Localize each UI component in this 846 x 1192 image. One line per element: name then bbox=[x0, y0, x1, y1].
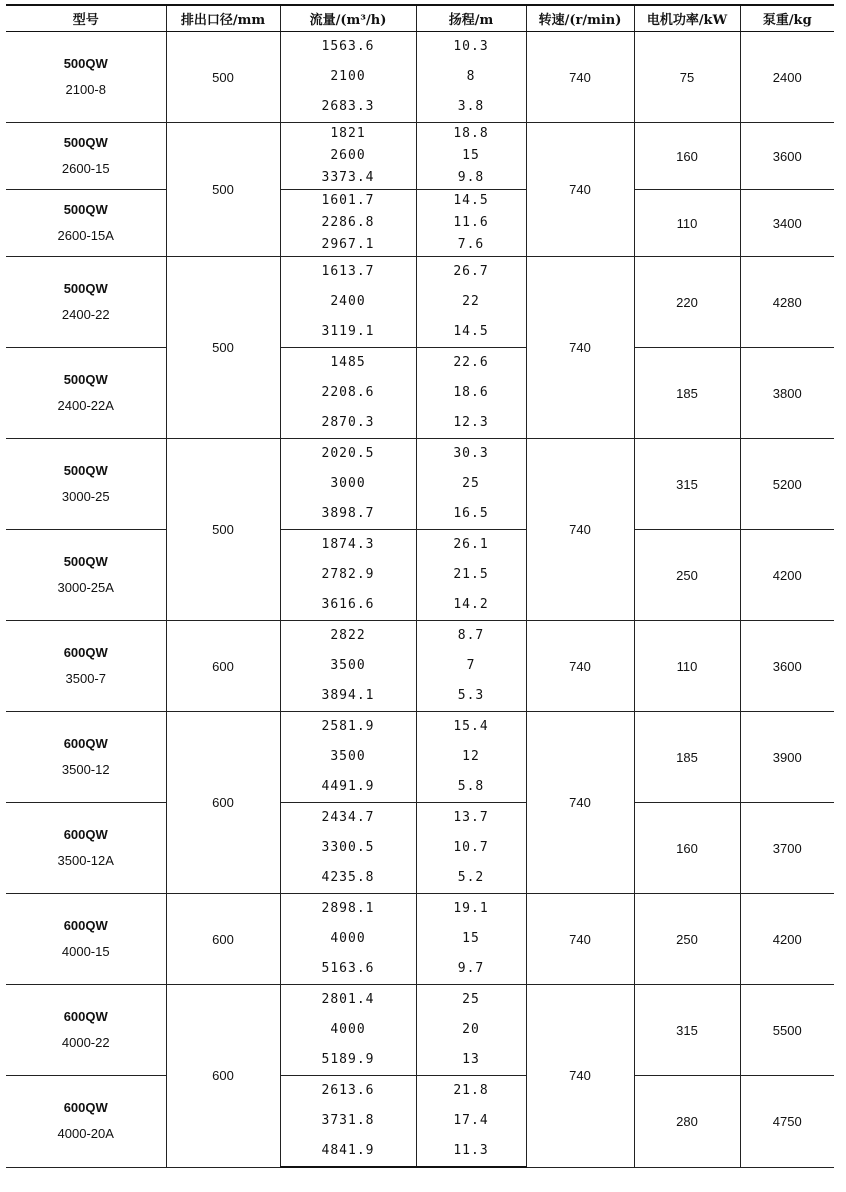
head-cell: 15.4 bbox=[416, 712, 526, 743]
head-cell: 14.5 bbox=[416, 317, 526, 348]
flow-cell: 3000 bbox=[280, 469, 416, 499]
flow-cell: 4235.8 bbox=[280, 863, 416, 894]
model-code: 3500-7 bbox=[65, 671, 106, 686]
head-cell: 17.4 bbox=[416, 1106, 526, 1136]
flow-cell: 1613.7 bbox=[280, 257, 416, 288]
model-code: 2600-15A bbox=[57, 228, 114, 243]
model-series: 600QW bbox=[63, 827, 108, 842]
model-series: 600QW bbox=[63, 1100, 108, 1116]
flow-cell: 4491.9 bbox=[280, 772, 416, 803]
model-code: 2100-8 bbox=[65, 82, 106, 97]
head-cell: 30.3 bbox=[416, 439, 526, 470]
table-row bbox=[6, 985, 834, 1016]
flow-cell: 1601.7 bbox=[280, 190, 416, 213]
model-series: 500QW bbox=[63, 135, 108, 150]
header-outlet: 排出口径/mm bbox=[166, 5, 280, 32]
table-row bbox=[6, 894, 834, 925]
power-cell: 110 bbox=[634, 190, 740, 257]
header-row bbox=[6, 5, 834, 32]
outlet-cell: 600 bbox=[166, 621, 280, 712]
model-code: 2400-22 bbox=[61, 307, 110, 322]
model-cell bbox=[6, 894, 166, 985]
model-series: 500QW bbox=[63, 56, 108, 71]
model-series: 500QW bbox=[63, 463, 108, 478]
header-power: 电机功率/kW bbox=[634, 5, 740, 32]
model-code: 3000-25A bbox=[57, 580, 114, 595]
speed-cell: 740 bbox=[526, 621, 634, 712]
model-cell bbox=[6, 530, 166, 621]
model-series: 500QW bbox=[63, 202, 108, 217]
head-cell: 21.8 bbox=[416, 1076, 526, 1107]
speed-cell: 740 bbox=[526, 257, 634, 439]
speed-cell: 740 bbox=[526, 894, 634, 985]
model-code: 2400-22A bbox=[57, 398, 114, 413]
head-cell: 10.7 bbox=[416, 833, 526, 863]
pump-spec-table-container bbox=[6, 4, 834, 1168]
outlet-cell: 500 bbox=[166, 257, 280, 439]
table-row bbox=[6, 803, 834, 834]
head-cell: 26.1 bbox=[416, 530, 526, 561]
weight-cell: 3400 bbox=[740, 190, 834, 257]
weight-cell: 4200 bbox=[740, 530, 834, 621]
flow-cell: 3894.1 bbox=[280, 681, 416, 712]
model-cell bbox=[6, 190, 166, 257]
flow-cell: 2801.4 bbox=[280, 985, 416, 1016]
weight-cell: 3700 bbox=[740, 803, 834, 894]
header-flow: 流量/(m³/h) bbox=[280, 5, 416, 32]
flow-cell: 3616.6 bbox=[280, 590, 416, 621]
head-cell: 12 bbox=[416, 742, 526, 772]
head-cell: 19.1 bbox=[416, 894, 526, 925]
weight-cell: 3900 bbox=[740, 712, 834, 803]
outlet-cell: 600 bbox=[166, 712, 280, 894]
header-weight: 泵重/kg bbox=[740, 5, 834, 32]
head-cell: 11.6 bbox=[416, 212, 526, 234]
head-cell: 5.3 bbox=[416, 681, 526, 712]
head-cell: 26.7 bbox=[416, 257, 526, 288]
head-cell: 13 bbox=[416, 1045, 526, 1076]
head-cell: 22.6 bbox=[416, 348, 526, 379]
weight-cell: 3600 bbox=[740, 621, 834, 712]
power-cell: 160 bbox=[634, 803, 740, 894]
head-cell: 14.5 bbox=[416, 190, 526, 213]
head-cell: 22 bbox=[416, 287, 526, 317]
flow-cell: 2822 bbox=[280, 621, 416, 652]
pump-spec-table bbox=[6, 4, 834, 1168]
head-cell: 15 bbox=[416, 924, 526, 954]
speed-cell: 740 bbox=[526, 985, 634, 1168]
flow-cell: 3731.8 bbox=[280, 1106, 416, 1136]
head-cell: 12.3 bbox=[416, 408, 526, 439]
header-speed: 转速/(r/min) bbox=[526, 5, 634, 32]
head-cell: 25 bbox=[416, 469, 526, 499]
table-row bbox=[6, 190, 834, 213]
weight-cell: 3600 bbox=[740, 123, 834, 190]
head-cell: 25 bbox=[416, 985, 526, 1016]
speed-cell: 740 bbox=[526, 123, 634, 257]
outlet-cell: 500 bbox=[166, 32, 280, 123]
head-cell: 5.2 bbox=[416, 863, 526, 894]
head-cell: 5.8 bbox=[416, 772, 526, 803]
model-code: 3500-12A bbox=[57, 853, 114, 868]
model-series: 600QW bbox=[63, 736, 108, 751]
model-cell bbox=[6, 439, 166, 530]
flow-cell: 3373.4 bbox=[280, 167, 416, 190]
outlet-cell: 500 bbox=[166, 123, 280, 257]
flow-cell: 2434.7 bbox=[280, 803, 416, 834]
table-row bbox=[6, 348, 834, 379]
head-cell: 14.2 bbox=[416, 590, 526, 621]
weight-cell: 4280 bbox=[740, 257, 834, 348]
model-cell bbox=[6, 257, 166, 348]
power-cell: 75 bbox=[634, 32, 740, 123]
weight-cell: 5200 bbox=[740, 439, 834, 530]
flow-cell: 1874.3 bbox=[280, 530, 416, 561]
table-row bbox=[6, 439, 834, 470]
speed-cell: 740 bbox=[526, 712, 634, 894]
speed-cell: 740 bbox=[526, 32, 634, 123]
flow-cell: 4000 bbox=[280, 924, 416, 954]
table-row bbox=[6, 621, 834, 652]
power-cell: 315 bbox=[634, 985, 740, 1076]
weight-cell: 4750 bbox=[740, 1076, 834, 1168]
model-cell bbox=[6, 985, 166, 1076]
flow-cell: 2782.9 bbox=[280, 560, 416, 590]
power-cell: 185 bbox=[634, 348, 740, 439]
flow-cell: 2208.6 bbox=[280, 378, 416, 408]
header-head: 扬程/m bbox=[416, 5, 526, 32]
table-body bbox=[6, 32, 834, 1168]
head-cell: 11.3 bbox=[416, 1136, 526, 1167]
power-cell: 315 bbox=[634, 439, 740, 530]
head-cell: 7.6 bbox=[416, 234, 526, 257]
weight-cell: 2400 bbox=[740, 32, 834, 123]
flow-cell: 5189.9 bbox=[280, 1045, 416, 1076]
model-code: 3000-25 bbox=[61, 489, 110, 504]
flow-cell: 4841.9 bbox=[280, 1136, 416, 1167]
head-cell: 9.8 bbox=[416, 167, 526, 190]
speed-cell: 740 bbox=[526, 439, 634, 621]
head-cell: 8.7 bbox=[416, 621, 526, 652]
flow-cell: 3898.7 bbox=[280, 499, 416, 530]
table-row bbox=[6, 257, 834, 288]
flow-cell: 1821 bbox=[280, 123, 416, 146]
flow-cell: 2400 bbox=[280, 287, 416, 317]
flow-cell: 1485 bbox=[280, 348, 416, 379]
flow-cell: 2581.9 bbox=[280, 712, 416, 743]
weight-cell: 4200 bbox=[740, 894, 834, 985]
power-cell: 280 bbox=[634, 1076, 740, 1168]
head-cell: 13.7 bbox=[416, 803, 526, 834]
model-series: 600QW bbox=[63, 1009, 108, 1024]
head-cell: 3.8 bbox=[416, 92, 526, 123]
table-row bbox=[6, 123, 834, 146]
outlet-cell: 600 bbox=[166, 894, 280, 985]
head-cell: 7 bbox=[416, 651, 526, 681]
flow-cell: 3119.1 bbox=[280, 317, 416, 348]
model-cell bbox=[6, 712, 166, 803]
power-cell: 110 bbox=[634, 621, 740, 712]
flow-cell: 2898.1 bbox=[280, 894, 416, 925]
flow-cell: 5163.6 bbox=[280, 954, 416, 985]
model-cell bbox=[6, 1076, 166, 1168]
model-cell bbox=[6, 348, 166, 439]
model-series: 600QW bbox=[63, 645, 108, 660]
head-cell: 15 bbox=[416, 145, 526, 167]
flow-cell: 3300.5 bbox=[280, 833, 416, 863]
model-series: 500QW bbox=[63, 554, 108, 569]
flow-cell: 3500 bbox=[280, 651, 416, 681]
weight-cell: 5500 bbox=[740, 985, 834, 1076]
head-cell: 8 bbox=[416, 62, 526, 92]
header-model: 型号 bbox=[6, 5, 166, 32]
table-row bbox=[6, 530, 834, 561]
model-cell bbox=[6, 803, 166, 894]
power-cell: 160 bbox=[634, 123, 740, 190]
model-code: 2600-15 bbox=[61, 161, 110, 176]
table-row bbox=[6, 32, 834, 63]
model-series: 500QW bbox=[63, 281, 108, 296]
head-cell: 21.5 bbox=[416, 560, 526, 590]
flow-cell: 2286.8 bbox=[280, 212, 416, 234]
power-cell: 250 bbox=[634, 530, 740, 621]
power-cell: 220 bbox=[634, 257, 740, 348]
head-cell: 18.6 bbox=[416, 378, 526, 408]
outlet-cell: 600 bbox=[166, 985, 280, 1168]
model-cell bbox=[6, 123, 166, 190]
model-series: 600QW bbox=[63, 918, 108, 933]
table-row bbox=[6, 712, 834, 743]
flow-cell: 1563.6 bbox=[280, 32, 416, 63]
weight-cell: 3800 bbox=[740, 348, 834, 439]
flow-cell: 2683.3 bbox=[280, 92, 416, 123]
table-row bbox=[6, 1076, 834, 1107]
head-cell: 20 bbox=[416, 1015, 526, 1045]
flow-cell: 2870.3 bbox=[280, 408, 416, 439]
head-cell: 18.8 bbox=[416, 123, 526, 146]
model-series: 500QW bbox=[63, 372, 108, 387]
head-cell: 9.7 bbox=[416, 954, 526, 985]
flow-cell: 2967.1 bbox=[280, 234, 416, 257]
model-code: 4000-22 bbox=[61, 1035, 110, 1050]
power-cell: 185 bbox=[634, 712, 740, 803]
model-cell bbox=[6, 621, 166, 712]
model-cell bbox=[6, 32, 166, 123]
flow-cell: 4000 bbox=[280, 1015, 416, 1045]
flow-cell: 2600 bbox=[280, 145, 416, 167]
model-code: 4000-15 bbox=[61, 944, 110, 959]
outlet-cell: 500 bbox=[166, 439, 280, 621]
model-code: 3500-12 bbox=[61, 762, 110, 777]
flow-cell: 2613.6 bbox=[280, 1076, 416, 1107]
power-cell: 250 bbox=[634, 894, 740, 985]
head-cell: 16.5 bbox=[416, 499, 526, 530]
flow-cell: 2100 bbox=[280, 62, 416, 92]
head-cell: 10.3 bbox=[416, 32, 526, 63]
flow-cell: 3500 bbox=[280, 742, 416, 772]
model-code: 4000-20A bbox=[57, 1126, 114, 1142]
flow-cell: 2020.5 bbox=[280, 439, 416, 470]
